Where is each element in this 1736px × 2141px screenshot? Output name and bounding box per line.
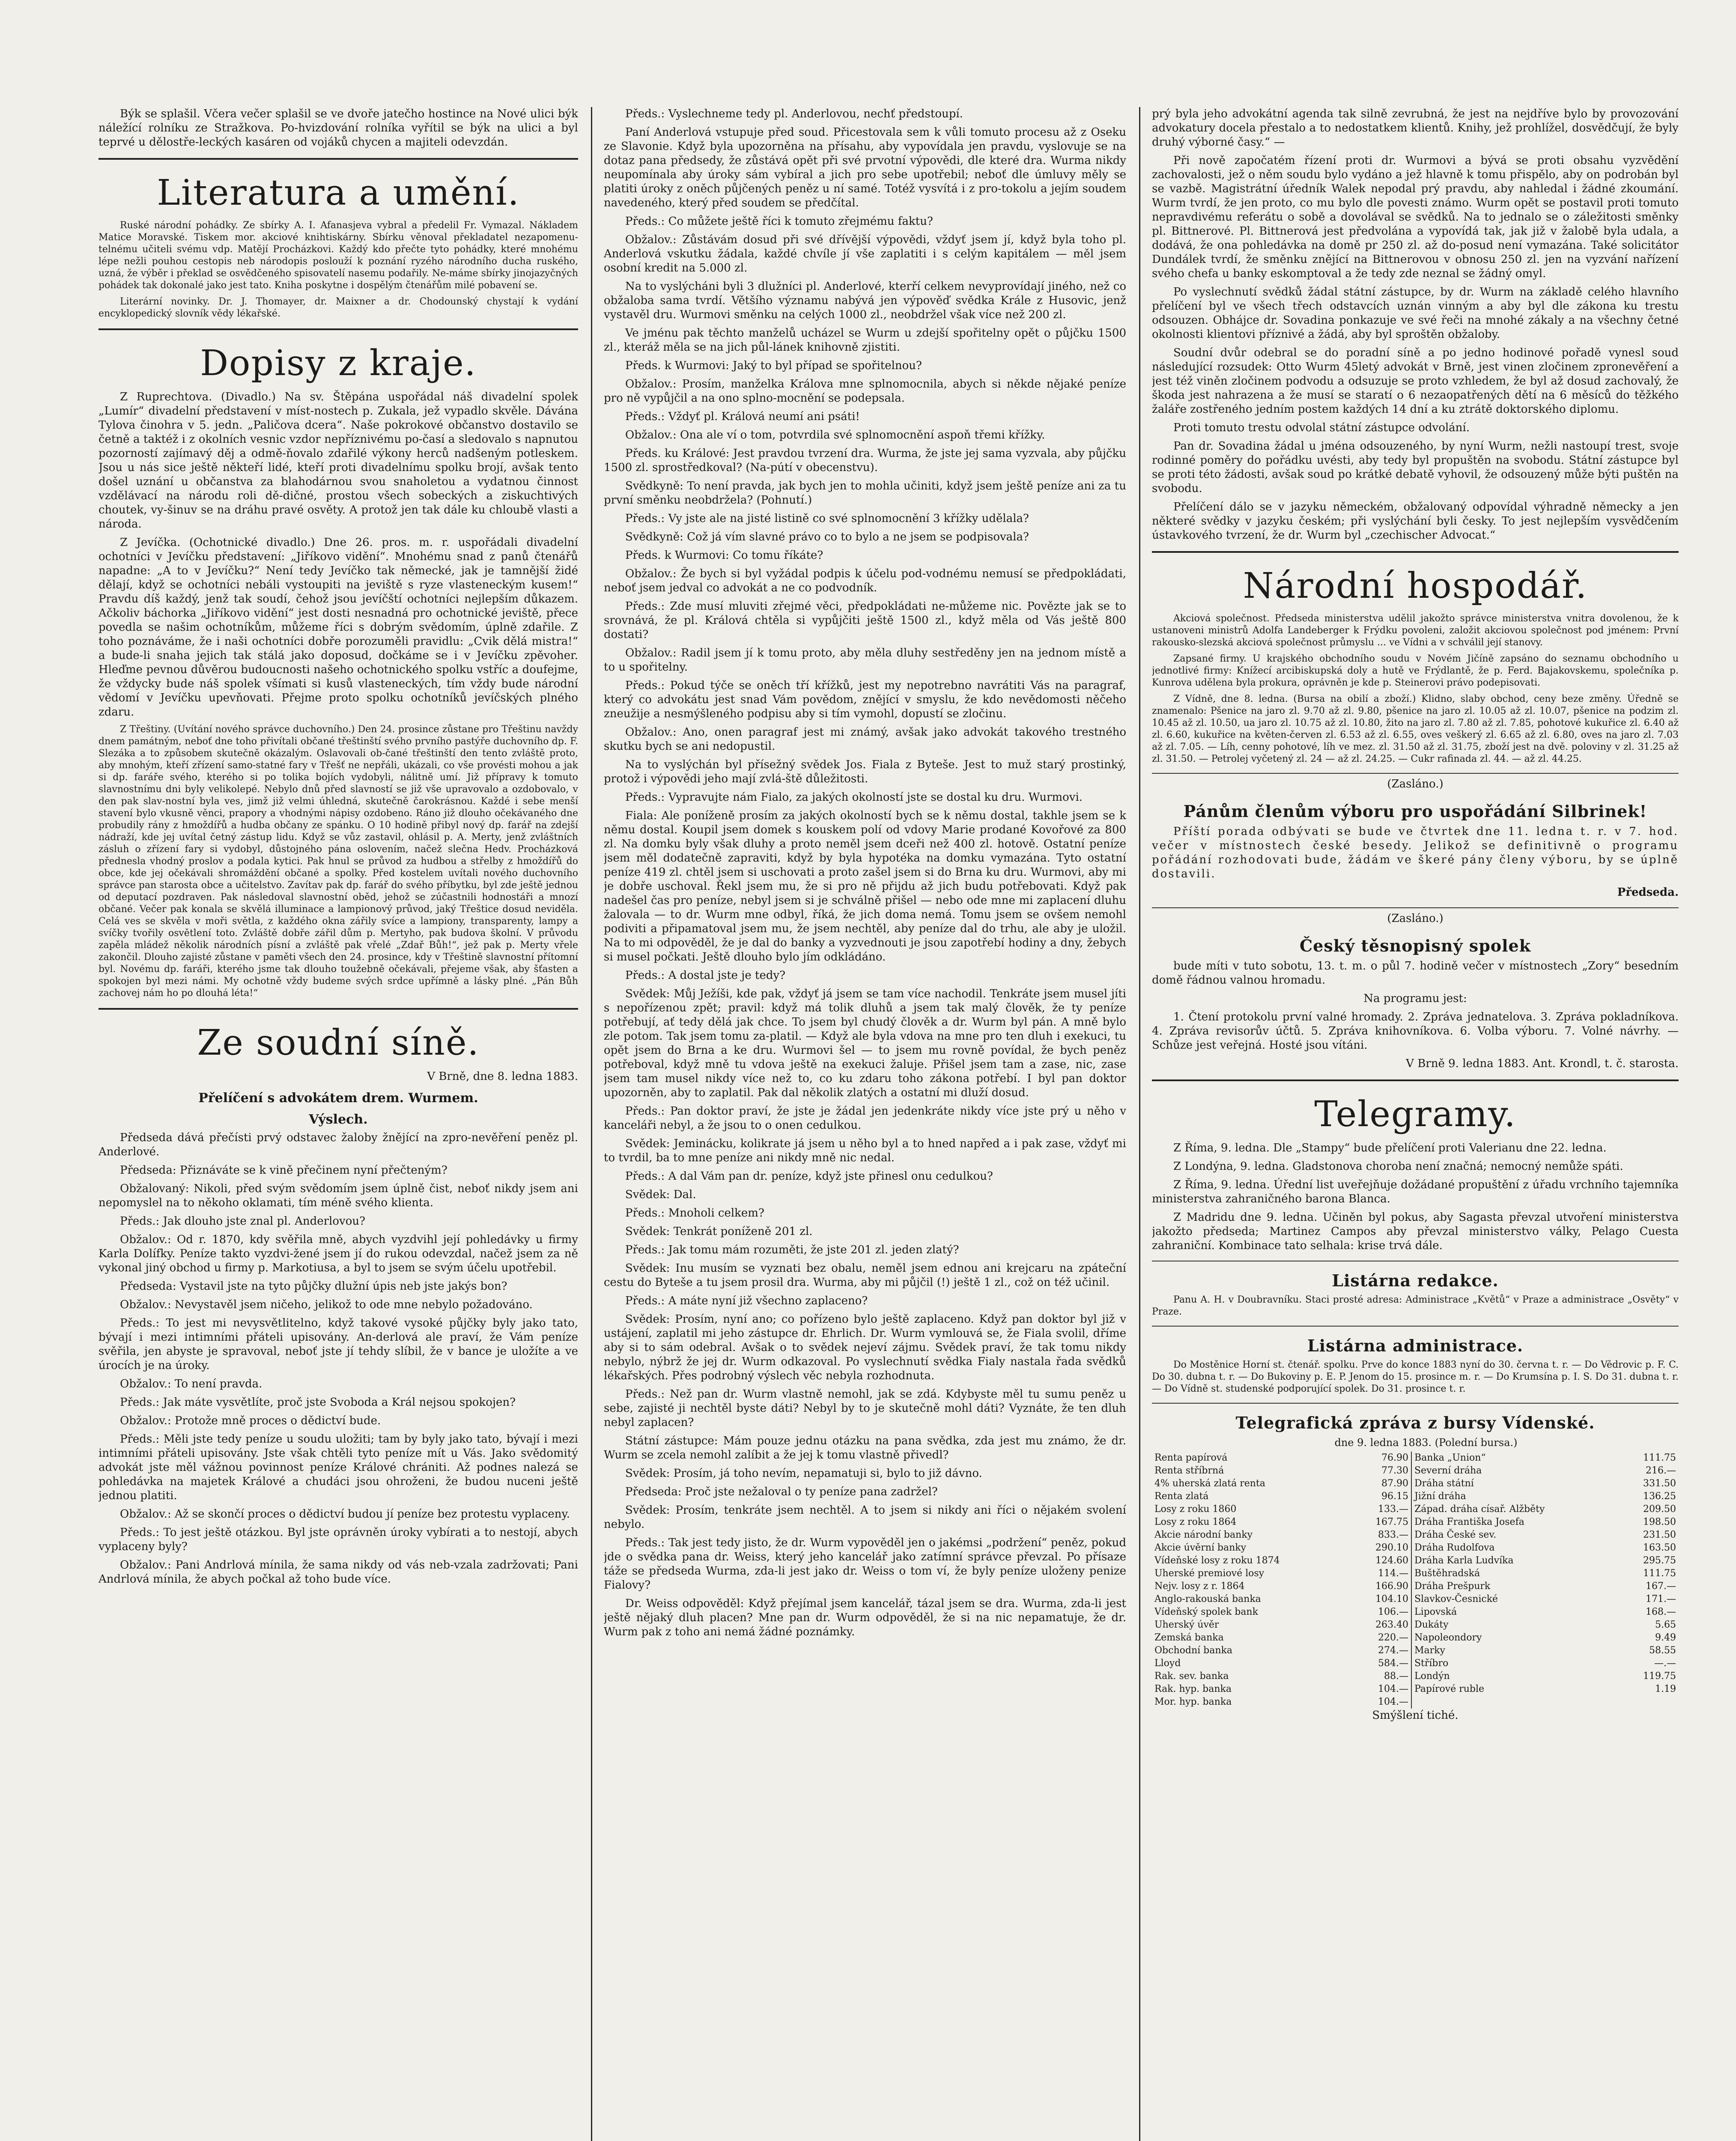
telegram: Z Londýna, 9. ledna. Gladstonova choroba není značná; nemocný nemůže spáti. (1173, 1160, 1623, 1173)
court-line: Svědek: Prosím, já toho nevím, nepamatuji si, bylo to již dávno. (625, 1467, 982, 1480)
court-subhead: Výslech. (309, 1112, 368, 1127)
bourse-row (1152, 1580, 1679, 1593)
telegram: Z Madridu dne 9. ledna. Učiněn byl pokus, aby Sagasta převzal utvoření ministerstva jakožto předseda; Martinez Campos aby převzal ministerstvo války, Pelago Cuesta zahraniční. Kombinace tato selhala: krise trvá dále. (1152, 1211, 1679, 1252)
court-line: Svědek: Prosím, tenkráte jsem nechtěl. A to jsem si nikdy ani říci o nějakém svolení nebylo. (604, 1504, 1126, 1531)
divider (1152, 1079, 1679, 1081)
court-line: Předs.: To jest mi nevysvětlitelno, když takové vysoké půjčky byly jako tato, bývají i mezi intimními přáteli upisovány. An-derlová ale praví, že Vám peníze svěřila, jen abyste je spravoval, neboť jste jí tehdy slíbil, že v bance je uložíte a ve úrocích je na úroky. (98, 1317, 578, 1372)
court-line: Předs.: Než pan dr. Wurm vlastně nemohl, jak se zdá. Kdybyste měl tu sumu peněz u sebe, zajisté ji nechtěl byste dáti? Nebyl by to je skutečně mohl dáti? Vyznáte, že ten dluh nebyl zaplacen? (604, 1388, 1126, 1429)
court-line: prý byla jeho advokátní agenda tak silně zevrubná, že jest na nejdříve bylo by provozování advokatury docela přestalo a to nedostatkem klientů. Knihy, jež prohlížel, dosvědčují, že byly druhý výborné časy.“ — (1152, 107, 1679, 149)
divider (98, 1008, 578, 1010)
bourse-value: 88.— (1352, 1670, 1411, 1683)
court-line: Svědek: Tenkrát poníženě 201 zl. (625, 1225, 813, 1238)
bourse-value: 331.50 (1643, 1478, 1676, 1489)
court-line: Obžalov.: Ona ale ví o tom, potvrdila své splnomocnění aspoň třemi křížky. (625, 429, 1045, 441)
court-line: Obžalov.: Protože mně proces o dědictví bude. (120, 1414, 381, 1427)
court-line: Při nově započatém řízení proti dr. Wurmovi a bývá se proti obsahu vyzvědění zachovalosti, jež o něm soudu bylo vydáno a jež hlavně k tomu přispělo, aby on podrobán byl se vazbě. Magistrátní úředník Walek nepodal prý pravdu, aby nahledal i žádné zkoumání. Wurm tvrdí, že jen proto, co mu bylo dle povesti známo. Wurm opět se postavil proti tomuto nepravdivému referátu o sobě a dovolával se svědků. Na to jednalo se o záležitosti směnky pl. Bittnerové. Pl. Bittnerová jest předvolána a vypovídá tak, jak již v žalobě byla udala, a dodává, že ona pohledávka na domě pr 250 zl. až do-posud není vymazána. Také solicitátor Dundálek tvrdí, že směnku znějící na Bittnerovou v obnosu 250 zl. jen na vyzvání nařízení svého chefa u banky eskomptoval a že tedy zde neznal se žádný omyl. (1152, 154, 1679, 280)
bourse-name: Losy z roku 1864 (1154, 1517, 1237, 1527)
bourse-name: Dráha Prešpurk (1414, 1581, 1491, 1592)
court-line: Dr. Weiss odpověděl: Když přejímal jsem kancelář, tázal jsem se dra. Wurma, zda-li jest ještě nějaký dluh placen? Mne pan dr. Wurm odpověděl, že si na nic nepamatuje, že dr. Wurm pak z toho ani nemá žádné poznámky. (604, 1597, 1126, 1638)
bourse-row (1152, 1516, 1679, 1529)
court-line: Pan dr. Sovadina žádal u jména odsouzeného, by nyní Wurm, nežli nastoupí trest, svoje rodinné poměry do pořádku uvésti, aby tedy byl propuštěn na svobodu. Státní zástupce byl se proti této žádosti, avšak soud po krátké debatě vyhovil, že odsouzený může býti puštěn na svobodu. (1152, 440, 1679, 495)
bourse-value: 231.50 (1643, 1530, 1676, 1540)
sent-in-label: (Zasláno.) (1387, 912, 1444, 925)
court-line: Předs.: Pan doktor praví, že jste je žádal jen jedenkráte nikdy více jste prý u něho v kanceláři nebyl, a že jsou to o onen cedulkou. (604, 1105, 1126, 1132)
bourse-value: —.— (1654, 1658, 1676, 1669)
bourse-name: Vídeňské losy z roku 1874 (1154, 1555, 1280, 1566)
divider (1152, 773, 1679, 774)
editorial-mailbox-text: Panu A. H. v Doubravníku. Staci prosté adresa: Administrace „Květů“ v Praze a administrace „Osvěty“ v Praze. (1152, 1294, 1679, 1317)
bourse-row (1152, 1477, 1679, 1490)
bourse-value: 111.75 (1643, 1452, 1676, 1463)
bourse-row (1152, 1503, 1679, 1516)
bourse-row (1152, 1657, 1679, 1670)
bourse-value: 104.— (1352, 1683, 1411, 1696)
bourse-name: Papírové ruble (1414, 1684, 1485, 1694)
court-line: Předs. k Wurmovi: Jaký to byl případ se spořitelnou? (625, 359, 922, 372)
admin-mailbox-text: Do Mostěnice Horní st. čtenář. spolku. Prve do konce 1883 nyní do 30. června t. r. — Do Vědrovic p. F. C. Do 30. dubna t. r. — Do Bukoviny p. E. P. Jenom do 15. prosince m. r. — Do Krumsína p. I. S. Do 31. dubna t. r. — Do Vídně st. studenské podporující spolek. Do 31. prosince t. r. (1152, 1360, 1679, 1394)
letter-ruprechtov: Z Ruprechtova. (Divadlo.) Na sv. Štěpána uspořádal náš divadelní spolek „Lumír“ divadelní představení v míst-nostech p. Zukala, jež vypadlo skvěle. Dávána Tylova činohra v 5. jedn. „Paličova dcera“. Naše pokrokové občanstvo dostavilo se četně a taktéž i z okolních vesnic vzdor nepříznivému po-časí a sledovalo s napnutou pozorností zajímavý děj a odmě-ňovalo zdařilé výkony herců nadšeným potleskem. Jsou u nás sice ještě někteří lidé, kteří proti divadelnímu spolku brojí, avšak tento došel uznání u občanstva za blahodárnou svou snaholetou a vydatnou činnost vzdělávací na národu roli dě-dičné, prostou všech sobeckých a ziskuchtivých choutek, vy-šinuv se na dráhu pravé osvěty. A protož jen tak dále ku chloubě vlasti a národa. (98, 391, 578, 531)
bourse-name: Akcie úvěrní banky (1154, 1542, 1247, 1553)
bourse-row (1152, 1644, 1679, 1657)
court-line: Obžalov.: Nevystavěl jsem ničeho, jelikož to ode mne nebylo požadováno. (120, 1298, 533, 1311)
court-line: Předs.: Jak dlouho jste znal pl. Anderlovou? (120, 1215, 366, 1228)
court-line: Předs.: Vyslechneme tedy pl. Anderlovou, nechť předstoupí. (625, 107, 963, 120)
divider (1152, 551, 1679, 553)
court-verdict: Soudní dvůr odebral se do poradní síně a po jedno hodinové pořadě vynesl soud následující rozsudek: Otto Wurm 45letý advokát v Brně, jest vinen zločinem zpronevěření a jest též viněn zločinem podvodu a odsuzuje se proto vzhledem, že byl až dosud zachovalý, že škoda jest nahrazena a že musí se staratí o 6 nezaopatřených dětí na 6 měsíců do těžkého žaláře zostřeného jedním postem každých 14 dní a ku ztrátě doktorského diplomu. (1152, 346, 1679, 416)
bourse-value: 111.75 (1643, 1568, 1676, 1579)
bourse-value: 58.55 (1649, 1645, 1676, 1656)
court-line: Svědek: Dal. (625, 1188, 696, 1201)
bourse-name: Severní dráha (1414, 1465, 1482, 1476)
bourse-value: 77.30 (1352, 1464, 1411, 1477)
bourse-name: Dráha České sev. (1414, 1530, 1497, 1540)
bourse-row (1152, 1606, 1679, 1619)
bourse-row (1152, 1542, 1679, 1554)
bourse-name: Marky (1414, 1645, 1445, 1656)
section-title-telegrams: Telegramy. (1314, 1094, 1516, 1135)
column-rule (1139, 107, 1140, 2141)
court-line: Svědek: Inu musím se vyznati bez obalu, neměl jsem ednou ani krejcaru na zpáteční cestu do Byteše a tu jsem prosil dra. Wurma, aby mi půjčil (!) ještě 1 zl., což on též učinil. (604, 1262, 1126, 1289)
section-title-letters: Dopisy z kraje. (200, 343, 477, 384)
bourse-row (1152, 1529, 1679, 1542)
bourse-row (1152, 1619, 1679, 1631)
bourse-name: Vídeňský spolek bank (1154, 1607, 1258, 1617)
news-item: Býk se splašil. Včera večer splašil se ve dvoře jatečho hostince na Nové ulici býk náležící rolníku ze Stražkova. Po-hvizdování rolníka vyřítil se býk na ulici a byl teprvé u dělostře-leckých kasáren od vojáků chycen a majiteli odevzdán. (98, 107, 578, 149)
bourse-name: Renta stříbrná (1154, 1465, 1224, 1476)
bourse-value: 9.49 (1655, 1632, 1676, 1643)
court-line: Svědkyně: To není pravda, jak bych jen to mohla učiniti, když jsem ještě peníze ani za tu první směnku neobdržela? (Pohnutí.) (604, 480, 1126, 507)
court-line: Přelíčení dálo se v jazyku německém, obžalovaný odpovídal výhradně německy a jen některé svědky v jazyku českém; při vyslýchání byli česky. To jest nejlepším vysvědčením ústavkového tvrzení, že dr. Wurm byl „czechischer Advocat.“ (1152, 501, 1679, 542)
bourse-name: Napoleondory (1414, 1632, 1482, 1643)
bourse-value: 96.15 (1352, 1490, 1411, 1503)
bourse-value: 76.90 (1352, 1452, 1411, 1464)
court-line: Obžalov.: Ano, onen paragraf jest mi známý, avšak jako advokát takového trestného skutku bych se ani nedopustil. (604, 726, 1126, 753)
court-line: Předs.: Vždyť pl. Králová neumí ani psáti! (625, 410, 860, 423)
bourse-value: 167.75 (1352, 1516, 1411, 1529)
court-line: Předs.: Jak máte vysvětlíte, proč jste Svoboda a Král nejsou spokojen? (120, 1396, 516, 1409)
court-line: Předs. k Wurmovi: Co tomu říkáte? (625, 549, 823, 562)
bourse-value: 163.50 (1643, 1542, 1676, 1553)
court-line: Proti tomuto trestu odvolal státní zástupce odvolání. (1173, 421, 1470, 434)
bourse-name: Lloyd (1154, 1658, 1181, 1669)
court-line: Ve jménu pak těchto manželů ucházel se Wurm u zdejší spořitelny opět o půjčku 1500 zl., kteráž měla se na jich půl-lánek knihovně zjistiti. (604, 327, 1126, 354)
bourse-value: 114.— (1352, 1567, 1411, 1580)
court-line: Předs.: Zde musí mluviti zřejmé věci, předpokládati ne-můžeme nic. Povězte jak se to srovnává, že pl. Králová chtěla si vypůjčiti ještě 1500 zl., když měla od Vás ještě 800 dostati? (604, 600, 1126, 641)
bourse-name: Renta zlatá (1154, 1491, 1209, 1502)
admin-mailbox-title: Listárna administrace. (1307, 1336, 1524, 1355)
court-line: Předs.: A dal Vám pan dr. peníze, když jste přinesl onu cedulkou? (625, 1170, 993, 1183)
court-line: Předs. ku Králové: Jest pravdou tvrzení dra. Wurma, že jste jej sama vyzvala, aby půjčku 1500 zl. sprostředkoval? (Na-pútí v obecenstvu). (604, 447, 1126, 474)
court-line: Obžalov.: Že bych si byl vyžádal podpis k účelu pod-vodnému nemusí se předpokládati, neboť jsem jedval co advokát a ne co podvodník. (604, 567, 1126, 594)
bourse-value: 220.— (1352, 1631, 1411, 1644)
court-line: Předseda: Přiznáváte se k vině přečinem nyní přečteným? (120, 1164, 447, 1177)
bourse-value: 209.50 (1643, 1504, 1676, 1515)
bourse-table (1152, 1452, 1679, 1709)
divider (1152, 1403, 1679, 1404)
bourse-name: Mor. hyp. banka (1154, 1697, 1232, 1707)
court-line: Předs.: A dostal jste je tedy? (625, 969, 786, 982)
bourse-row (1152, 1696, 1679, 1709)
bourse-name: Západ. dráha císař. Alžběty (1414, 1504, 1545, 1515)
column-rule (591, 107, 592, 2141)
court-line: Svědek: Prosím, nyní ano; co pořízeno bylo ještě zaplaceno. Když pan doktor byl již v ustájení, zaplatil mi jeho zástupce dr. Ehrlich. Dr. Wurm vymlouvá se, že Fiala svolil, dříme aby si to sám odebral. Avšak o to svědek nejeví zájmu. Svědek praví, že tak tomu nikdy nebylo, nýbrž že jej dr. Wurm odkazoval. Po vyslechnutí svědka Fialy nastala řada svědků lékařských. Přes podrobný výslech věc nebyla rozhodnuta. (604, 1313, 1126, 1382)
bourse-name: 4% uherská zlatá renta (1154, 1478, 1265, 1489)
sent-in-label: (Zasláno.) (1387, 778, 1444, 790)
court-line: Předs.: Mnoholi celkem? (625, 1207, 764, 1220)
bourse-value: 295.75 (1643, 1555, 1676, 1566)
notice-program: 1. Čtení protokolu první valné hromady. 2. Zpráva jednatelova. 3. Zpráva pokladníkova. 4. Zpráva revisorův účtů. 5. Zpráva knihovníkova. 6. Volba výboru. 7. Volné návrhy. — Schůze jest veřejná. Hosté jsou vítáni. (1152, 1011, 1679, 1052)
bourse-value: 833.— (1352, 1529, 1411, 1542)
court-line: Předs.: Co můžete ještě říci k tomuto zřejmému faktu? (625, 215, 933, 228)
bourse-name: Dráha Františka Josefa (1414, 1517, 1524, 1527)
bourse-value: 104.10 (1352, 1593, 1411, 1606)
bourse-value: 166.90 (1352, 1580, 1411, 1593)
court-line: Předseda dává přečísti prvý odstavec žaloby žnějící na zpro-nevěření peněz pl. Anderlové. (98, 1131, 578, 1158)
court-line: Paní Anderlová vstupuje před soud. Přicestovala sem k vůli tomuto procesu až z Oseku ze Slavonie. Když byla upozorněna na přísahu, aby vypovídala jen pravdu, vyslovuje se na dotaz pana předsedy, že zůstává opět při své prvotní výpovědi, dle které dra. Wurma nikdy neupomínala aby úroky sám vybíral a jich pro sebe upotřebil; neboť dle úmluvy měly se platiti úroky z oněch půjčených peněz u ní samé. Totéž vysvítá i z pro-tokolu a jejím soudem navedeného, který před soudem se předčítal. (604, 126, 1126, 209)
bourse-row (1152, 1593, 1679, 1606)
bourse-value: 584.— (1352, 1657, 1411, 1670)
section-title-economy: Národní hospodář. (1243, 566, 1588, 606)
bourse-row (1152, 1670, 1679, 1683)
bourse-value: 216.— (1646, 1465, 1676, 1476)
bourse-name (1411, 1696, 1620, 1709)
court-line: Předs.: A máte nyní již všechno zaplaceno? (625, 1294, 868, 1307)
bourse-row (1152, 1490, 1679, 1503)
court-line: Předs.: Pokud týče se oněch tří křížků, jest my nepotrebno navrátiti Vás na paragraf, který co advokátu jest snad Vám povědom, znějící v smyslu, že kdo nevědomosti něčeho zneužije a nesmýšleného podpisu aby si tím vymohl, dopustí se zločinu. (604, 679, 1126, 720)
editorial-mailbox-title: Listárna redakce. (1332, 1271, 1499, 1290)
bourse-value: 290.10 (1352, 1542, 1411, 1554)
bourse-name: Slavkov-Česnické (1414, 1594, 1498, 1604)
bourse-name: Buštěhradská (1414, 1568, 1480, 1579)
court-line: Předs.: To jest ještě otázkou. Byl jste oprávněn úroky vybírati a to nestojí, abych vyplaceny byly? (98, 1526, 578, 1553)
bourse-row (1152, 1464, 1679, 1477)
court-line: Státní zástupce: Mám pouze jednu otázku na pana svědka, zda jest mu známo, že dr. Wurm se zcela nemohl zalíbit a že jej k tomu vlastně přivedl? (604, 1434, 1126, 1461)
court-line: Obžalov.: Až se skončí proces o dědictví budou jí peníze bez protestu vyplaceny. (120, 1508, 570, 1521)
letter-trestina: Z Třeštiny. (Uvítání nového správce duchovního.) Den 24. prosince zůstane pro Třeštinu navždy dnem památným, neboť dne toho přivítali občané třeštinští svého prvního pastýře duchovního dp. F. Slezáka a to způsobem skutečně okázalým. Oslavovali ob-čané třeštinští den tento zvláště proto, aby mnohým, kteří zřízení samo-statné fary v Třešť ne nepřáli, ukázali, co vše provésti mohou a jak si dp. faráře svého, kterého si po tolika bojích vydobyli, nálitně umí. Již přípravy k tomuto slavnostnímu dni byly velikolepé. Nebylo dnů před slavností se již vše upravovalo a ozdobovalo, v den pak slav-nostní byla ves, jimž již velmi úhledná, skutečně čarokrásnou. Každé i sebe menší stavení bylo vkusně věnci, prapory a vhodnými nápisy ozdobeno. Ráno již dlouho očekávaného dne probudily rány z hmoždířů a hudba občany ze spánku. O 10 hodině přibyl nový dp. farář na zdejší nádraží, kde jej uvítal četný zástup lidu. Když se vůz zastavil, ohlásil p. A. Merty, jenž zvláštních zásluh o zřízení fary si vydobyl, důstojného pána oslovením, načež slečna Hedv. Procházková přednesla vhodný proslov a podala kytici. Pak hnul se průvod za hudbou a střelby z hmoždířů do obce, kde jej očekávali shromáždění občané a spolky. Před kostelem uvítali nového duchovního správce pan starosta obce a učitelstvo. Zavítav pak dp. farář do svého příbytku, byl zde ještě jednou od deputací pozdraven. Pak následoval slavnostní oběd, jehož se zúčastnili hodnostáři a mnozí občané. Večer pak konala se skvělá illuminace a lampionový průvod, jaký Třeštice dosud neviděla. Celá ves se skvěla v moři světla, z každého okna zářily svíce a lampiony, transparenty, lampy a svíčky tvořily osvětlení toto. Zvláště dobře zářil dům p. Mertyho, pak budova školní. V průvodu zapěla mládež několik národních písní a zvláště pak vřelé „Zdař Bůh!“, jež pak p. Merty vřele zakončil. Dlouho zajisté zůstane v paměti všech den 24. prosince, kdy v Třeštině slavnostní přítomní byl. Novému dp. faráři, kterého jsme tak dlouho toužebně očekávali, přejeme však, aby šťasten a spokojen byl mezi námi. My ochotně vždy budeme svých srdce upřímně a lásky plné. „Pán Bůh zachovej nám ho po dlouhá léta!“ (98, 724, 578, 999)
telegram: Z Říma, 9. ledna. Úřední list uveřejňuje dožádané propuštění z úřadu vrchního tajemníka ministerstva zahraničného barona Blanca. (1152, 1178, 1679, 1205)
court-line: Obžalov.: To není pravda. (120, 1378, 262, 1390)
bourse-value: 171.— (1646, 1594, 1676, 1604)
bourse-name: Akcie národní banky (1154, 1530, 1253, 1540)
column-3 (1152, 107, 1679, 2141)
section-title-literature: Literatura a umění. (157, 173, 520, 213)
bourse-title: Telegrafická zpráva z bursy Vídenské. (1235, 1413, 1595, 1432)
bourse-subtitle: dne 9. ledna 1883. (Polední bursa.) (1334, 1437, 1518, 1449)
economy-item: Zapsané firmy. U krajského obchodního soudu v Novém Jičíně zapsáno do seznamu obchodního u jednotlivé firmy: Knížecí arcibiskupská doly a hutě ve Frýdlantě, že p. Ferd. Bajakovskemu, společníka p. Kunrova udělena byla prokura, oprávněn je kde p. Steinerovi právo podepisovati. (1152, 653, 1679, 688)
court-line: Obžalov.: Pani Andrlová mínila, že sama nikdy od vás neb-vzala zadržovati; Pani Andrlová mínila, že abych počkal až toho bude více. (98, 1559, 578, 1586)
literature-item: Ruské národní pohádky. Ze sbírky A. I. Afanasjeva vybral a předelil Fr. Vymazal. Nákladem Matice Moravské. Tiskem mor. akciové knihtiskárny. Sbírku věnoval překladatel nezapomenu-telnému učiteli svému vdp. Matějí Procházkovi. Každý kdo přečte tyto pohádky, které mnohému lépe nežli pouhou cestopis neb národopis poslouží k poznání ryzého národního ducha ruského, uzná, že výběr i překlad se osvědčeného spisovatelí nasemu podařily. Ne-máme sbírky jinojazyčných pohádek tak dokonalé jako jest tato. Kniha poskytne i dospělým čtenářům milé pobavení se. (98, 220, 578, 291)
notice-signature: V Brně 9. ledna 1883. Ant. Krondl, t. č. starosta. (1406, 1057, 1679, 1070)
notice-program-label: Na programu jest: (1363, 992, 1467, 1005)
column-2 (604, 107, 1126, 2141)
court-line: Na to vyslýcháni byli 3 dlužníci pl. Anderlové, kterří celkem nevyprovídají jiného, než co obžaloba sama tvrdí. Většího významu nabývá jen výpověď svědka Krále z Husovic, jenž vystavěl dru. Wurmovi směnku na celých 1000 zl., neobdržel však více než 200 zl. (604, 280, 1126, 321)
bourse-row (1152, 1683, 1679, 1696)
bourse-name: Dráha státní (1414, 1478, 1474, 1489)
court-headline: Přelíčení s advokátem drem. Wurmem. (198, 1091, 478, 1106)
bourse-name: Londýn (1414, 1671, 1450, 1682)
bourse-value: 106.— (1352, 1606, 1411, 1619)
bourse-name: Anglo-rakouská banka (1154, 1594, 1261, 1604)
bourse-value: 198.50 (1643, 1517, 1676, 1527)
telegram: Z Říma, 9. ledna. Dle „Stampy“ bude přelíčení proti Valerianu dne 22. ledna. (1173, 1142, 1607, 1154)
court-line: Svědkyně: Což já vím slavné právo co to bylo a ne jsem se podpisovala? (625, 531, 1029, 543)
bourse-value: 104.— (1352, 1696, 1411, 1709)
bourse-sentiment: Smýšlení tiché. (1372, 1709, 1459, 1722)
bourse-name: Rak. hyp. banka (1154, 1684, 1232, 1694)
court-line: Fiala: Ale poníženě prosím za jakých okolností bych se k němu dostal, takhle jsem se k němu dostal. Koupil jsem domek s kouskem polí od vdovy Marie prodané Kovořové za 800 zl. Na domku byly však dluhy a proto neměl jsem dceři než 400 zl. hotově. Ostatní peníze jsem měl dodatečně zapraviti, když by byla hypotéka na domku vymazána. Tyto ostatní peníze 419 zl. chtěl jsem si uschovati a proto zašel jsem si do Brna ku dru. Wurmovi, aby mi je dobře uschoval. Řekl jsem mu, že si pro ně přijdu až jich budu potřebovati. Když pak nadešel čas pro peníze, nebyl jsem si je schválně přišel — nebo ode mne mi zaplacení dluhu žalovala — to dr. Wurm mne odbyl, říká, že jich doma nemá. Tomu jsem se ovšem nemohl podiviti a připamatoval jsem mu, že jsem nechtěl, aby peníze dal do trhu, ale aby je uložil. Na to mi odpověděl, že je dal do banky a vyzvednouti je jsou zapotřebí hodiny a dny, žebych si musel počkati. Ještě dlouho bylo jím odkládáno. (604, 809, 1126, 963)
bourse-name: Uherské premiové losy (1154, 1568, 1265, 1579)
literature-body (98, 220, 578, 324)
bourse-name: Renta papírová (1154, 1452, 1228, 1463)
bourse-value: 263.40 (1352, 1619, 1411, 1631)
economy-item: Z Vídně, dne 8. ledna. (Bursa na obilí a zboží.) Klidno, slaby obchod, ceny beze změny. Úředně se znamenalo: Pšenice na jaro zl. 9.70 až zl. 9.80, pšenice na jaro zl. 10.05 až zl. 10.07, pšenice na podzim zl. 10.45 až zl. 10.50, ua jaro zl. 10.75 až zl. 10.80, žito na jaro zl. 7.80 až zl. 7.85, pohotové kukuřice zl. 6.40 až zl. 6.60, kukuřice na květen-červen zl. 6.53 až zl. 6.55, oves veškerý zl. 6.65 až zl. 6.80, oves na jaro zl. 7.03 až zl. 7.05. — Líh, cenny pohotové, líh ve mez. zl. 31.50 až zl. 31.75, zboží jest na dvě. poloviny v zl. 31.25 až zl. 31.50. — Petrolej vyčetený zl. 24 — až zl. 24.25. — Cukr rafinada zl. 44. — až zl. 44.25. (1152, 694, 1679, 764)
bourse-value (1620, 1696, 1679, 1709)
court-line: Předseda: Proč jste nežaloval o ty peníze pana zadržel? (625, 1485, 938, 1498)
court-line: Obžalovaný: Nikoli, před svým svědomím jsem úplně čist, neboť nikdy jsem ani nepomyslel na to někoho oklamati, tím méně svého klienta. (98, 1182, 578, 1209)
letter-jevicko: Z Jevíčka. (Ochotnické divadlo.) Dne 26. pros. m. r. uspořádali divadelní ochotníci v Jevíčku představení: „Jiříkovo vidění“. Mnohému snad z panů čtenářů napadne: „A to v Jevíčku?“ Není tedy Jevíčko tak německé, jak je tamnější židé dělají, když se ochotníci nebáli vystoupiti na jeviště s ryze vlasteneckým kusem!“ Pravdu díš každý, jenž tak soudí, čehož jsou jevíčští ochotníci nejlepším důkazem. Ačkoliv báchorka „Jiříkovo vidění“ jest dosti nesnadná pro ochotnické jeviště, přece povedla se našim ochotníkům, můžeme říci s dobrým svědomím, úplně zdařile. Z toho poznáváme, že i naši ochotníci dobře porozuměli pravidlu: „Cvik dělá mistra!“ a bude-li snaha jejich tak stálá jako doposud, dočkáme se i v Jevíčku zpěvoher. Hleďme pevnou důvěrou budoucnosti našeho ochotnického spolku vstříc a doufejme, že vždycky bude náš spolek všímati si kusů vlasteneckých, tím vždy bude národní vědomí v Jevíčku upevňovati. Přejme proto spolku ochotníků jevíčských plného zdaru. (98, 536, 578, 719)
bourse-name: Rak. sev. banka (1154, 1671, 1229, 1682)
section-title-court: Ze soudní síně. (197, 1023, 480, 1063)
divider (1152, 907, 1679, 908)
court-line: Obžalov.: Prosím, manželka Králova mne splnomocnila, abych si někde nějaké peníze pro ně vypůjčil a na ono splno-mocnění se podepsala. (604, 378, 1126, 405)
court-line: Předs.: Vy jste ale na jisté listině co své splnomocnění 3 křížky udělala? (625, 512, 1029, 525)
bourse-name: Banka „Union“ (1414, 1452, 1486, 1463)
notice-signature: Předseda. (1617, 886, 1679, 899)
bourse-name: Uherský úvěr (1154, 1619, 1219, 1630)
bourse-row (1152, 1631, 1679, 1644)
bourse-name: Nejv. losy z r. 1864 (1154, 1581, 1245, 1592)
bourse-value: 124.60 (1352, 1554, 1411, 1567)
court-line: Svědek: Můj Ježíši, kde pak, vždyť já jsem se tam více nachodil. Tenkráte jsem musel jíti s nepořízenou zpět; pravil: když má tolik dluhů a jsem tak malý člověk, že ty peníze potřebují, ať tedy dělá jak chce. To jsem byl chudý člověk a dr. Wurm byl pán. A mně bylo zle potom. Tak jsem tomu za-platil. — Když ale byla vdova na mne pro ten dluh i exekuci, tu opět jsem do Brna a ke dru. Wurmovi šel — to jsem mu rovně povídal, že bych peněz potřeboval, když mně tu vdova ještě na exekuci žaluje. Přišel jsem tam a zase, nic, zase jsem tam musel nikdy více než to, co ku zdaru toho zákona potřebí. I byl pan doktor upozorněn, aby to zaplatil. Pak dal několik zlatých a ostatní mi dluží dosud. (604, 987, 1126, 1099)
court-dateline: V Brně, dne 8. ledna 1883. (427, 1070, 578, 1083)
bourse-value: 87.90 (1352, 1477, 1411, 1490)
court-line: Předs.: Měli jste tedy peníze u soudu uložiti; tam by byly jako tato, bývají i mezi intimními přáteli upisovány. Jste však chtěli tyto peníze mít u Vás. Jako svědomitý advokát jste měl vážnou povinnost peníze Králové chrániti. Až podnes nalezá se pohledávka na majetek Králové a chudáci jsou ohroženi, že budou nuceni ještě jednou platiti. (98, 1433, 578, 1502)
bourse-row (1152, 1554, 1679, 1567)
court-line: Předs.: Jak tomu mám rozuměti, že jste 201 zl. jeden zlatý? (625, 1243, 959, 1256)
court-line: Obžalov.: Zůstávám dosud při své dřívější výpovědi, vždyť jsem jí, když byla toho pl. Anderlová vskutku žádala, každé chvíle jí vše zaplatiti i s celým kapitálem — měl jsem osobní kredit na 5.000 zl. (604, 233, 1126, 274)
divider (98, 158, 578, 160)
bourse-name: Lipovská (1414, 1607, 1457, 1617)
court-line: Po vyslechnutí svědků žádal státní zástupce, by dr. Wurm na základě celého hlavního přelíčení byl ve všech třech odstavcích uznán vinným a aby byl dle zákona ku trestu odsouzen. Obhájce dr. Sovadina ponkazuje ve své řeči na mnohé zákaly a na všechny četné okolnosti klientovi příznivé a žádá, aby byl sproštěn obžaloby. (1152, 286, 1679, 341)
bourse-name: Dukáty (1414, 1619, 1449, 1630)
bourse-value: 5.65 (1655, 1619, 1676, 1630)
notice-heading: Český těsnopisný spolek (1299, 936, 1531, 955)
bourse-value: 136.25 (1643, 1491, 1676, 1502)
bourse-name: Stříbro (1414, 1658, 1449, 1669)
bourse-value: 1.19 (1655, 1684, 1676, 1694)
economy-item: Akciová společnost. Předseda ministerstva udělil jakožto správce ministerstva vnitra dovolenou, že k ustanoveni ministrů Adolfa Landeberger k Frýdku povoleni, založit akciovou společnost pod jménem: První rakousko-slezská akciová společnost průmyslu ... ve Vídni a v schválil její stanovy. (1152, 613, 1679, 648)
notice-text: bude míti v tuto sobotu, 13. t. m. o půl 7. hodině večer v místnostech „Zory“ besedním domě řádnou valnou hromadu. (1152, 960, 1679, 987)
court-line: Obžalov.: Od r. 1870, kdy svěřila mně, abych vyzdvihl její pohledávky u firmy Karla Dolífky. Peníze takto vyzdvi-žené jsem jí do rukou odevzdal, načež jsem za ně vykonal jiný obchod u firmy p. Markotiusa, a byl to jsem se svým účelu upotřebil. (98, 1233, 578, 1274)
court-line: Předs.: Tak jest tedy jisto, že dr. Wurm vypověděl jen o jakémsi „podržení“ peněz, pokud jde o svědka pana dr. Weiss, který jeho kancelář jako zatímní správce převzal. Po přísaze táže se předseda Wurma, zda-li jest jako dr. Weiss o tom ví, že byly peníze uloženy penize Fialovy? (604, 1536, 1126, 1592)
bourse-name: Losy z roku 1860 (1154, 1504, 1237, 1515)
bourse-name: Dráha Rudolfova (1414, 1542, 1495, 1553)
bourse-value: 133.— (1352, 1503, 1411, 1516)
bourse-value: 274.— (1352, 1644, 1411, 1657)
notice-heading: Pánům členům výboru pro uspořádání Silbrinek! (1183, 802, 1647, 821)
column-1 (98, 107, 578, 2141)
bourse-row (1152, 1567, 1679, 1580)
bourse-value: 119.75 (1643, 1671, 1676, 1682)
court-line: Předs.: Vypravujte nám Fialo, za jakých okolností jste se dostal ku dru. Wurmovi. (625, 791, 1083, 804)
court-line: Svědek: Jeminácku, kolikrate já jsem u něho byl a to hned napřed a i pak zase, vždyť mi to tvrdil, ba to mne peníze ani nikdy mně nic nedal. (604, 1137, 1126, 1164)
bourse-name: Zemská banka (1154, 1632, 1224, 1643)
bourse-value: 167.— (1646, 1581, 1676, 1592)
bourse-row (1152, 1452, 1679, 1464)
court-line: Předseda: Vystavil jste na tyto půjčky dlužní úpis neb jste jakýs bon? (120, 1280, 507, 1293)
divider (98, 328, 578, 330)
court-line: Obžalov.: Radil jsem jí k tomu proto, aby měla dluhy sestředěny jen na jednom místě a to u spořitelny. (604, 647, 1126, 674)
bourse-name: Obchodní banka (1154, 1645, 1232, 1656)
divider (1152, 1326, 1679, 1327)
bourse-name: Jižní dráha (1414, 1491, 1466, 1502)
bourse-value: 168.— (1646, 1607, 1676, 1617)
notice-text: Příští porada odbývati se bude ve čtvrtek dne 11. ledna t. r. v 7. hod. večer v místnostech české besedy. Jelikož se definitivně o programu pořádání rozhodovati bude, žádám ve škeré pány členy výboru, by se úplně dostavili. (1152, 825, 1679, 880)
court-line: Na to vyslýchán byl přísežný svědek Jos. Fiala z Byteše. Jest to muž starý prostinký, protož i výpovědi jeho mají zvlá-ště důležitosti. (604, 758, 1126, 785)
bourse-name: Dráha Karla Ludvíka (1414, 1555, 1514, 1566)
literature-item: Literární novinky. Dr. J. Thomayer, dr. Maixner a dr. Chodounský chystají k vydání encyklopedický slovník vědy lékařské. (98, 296, 578, 319)
